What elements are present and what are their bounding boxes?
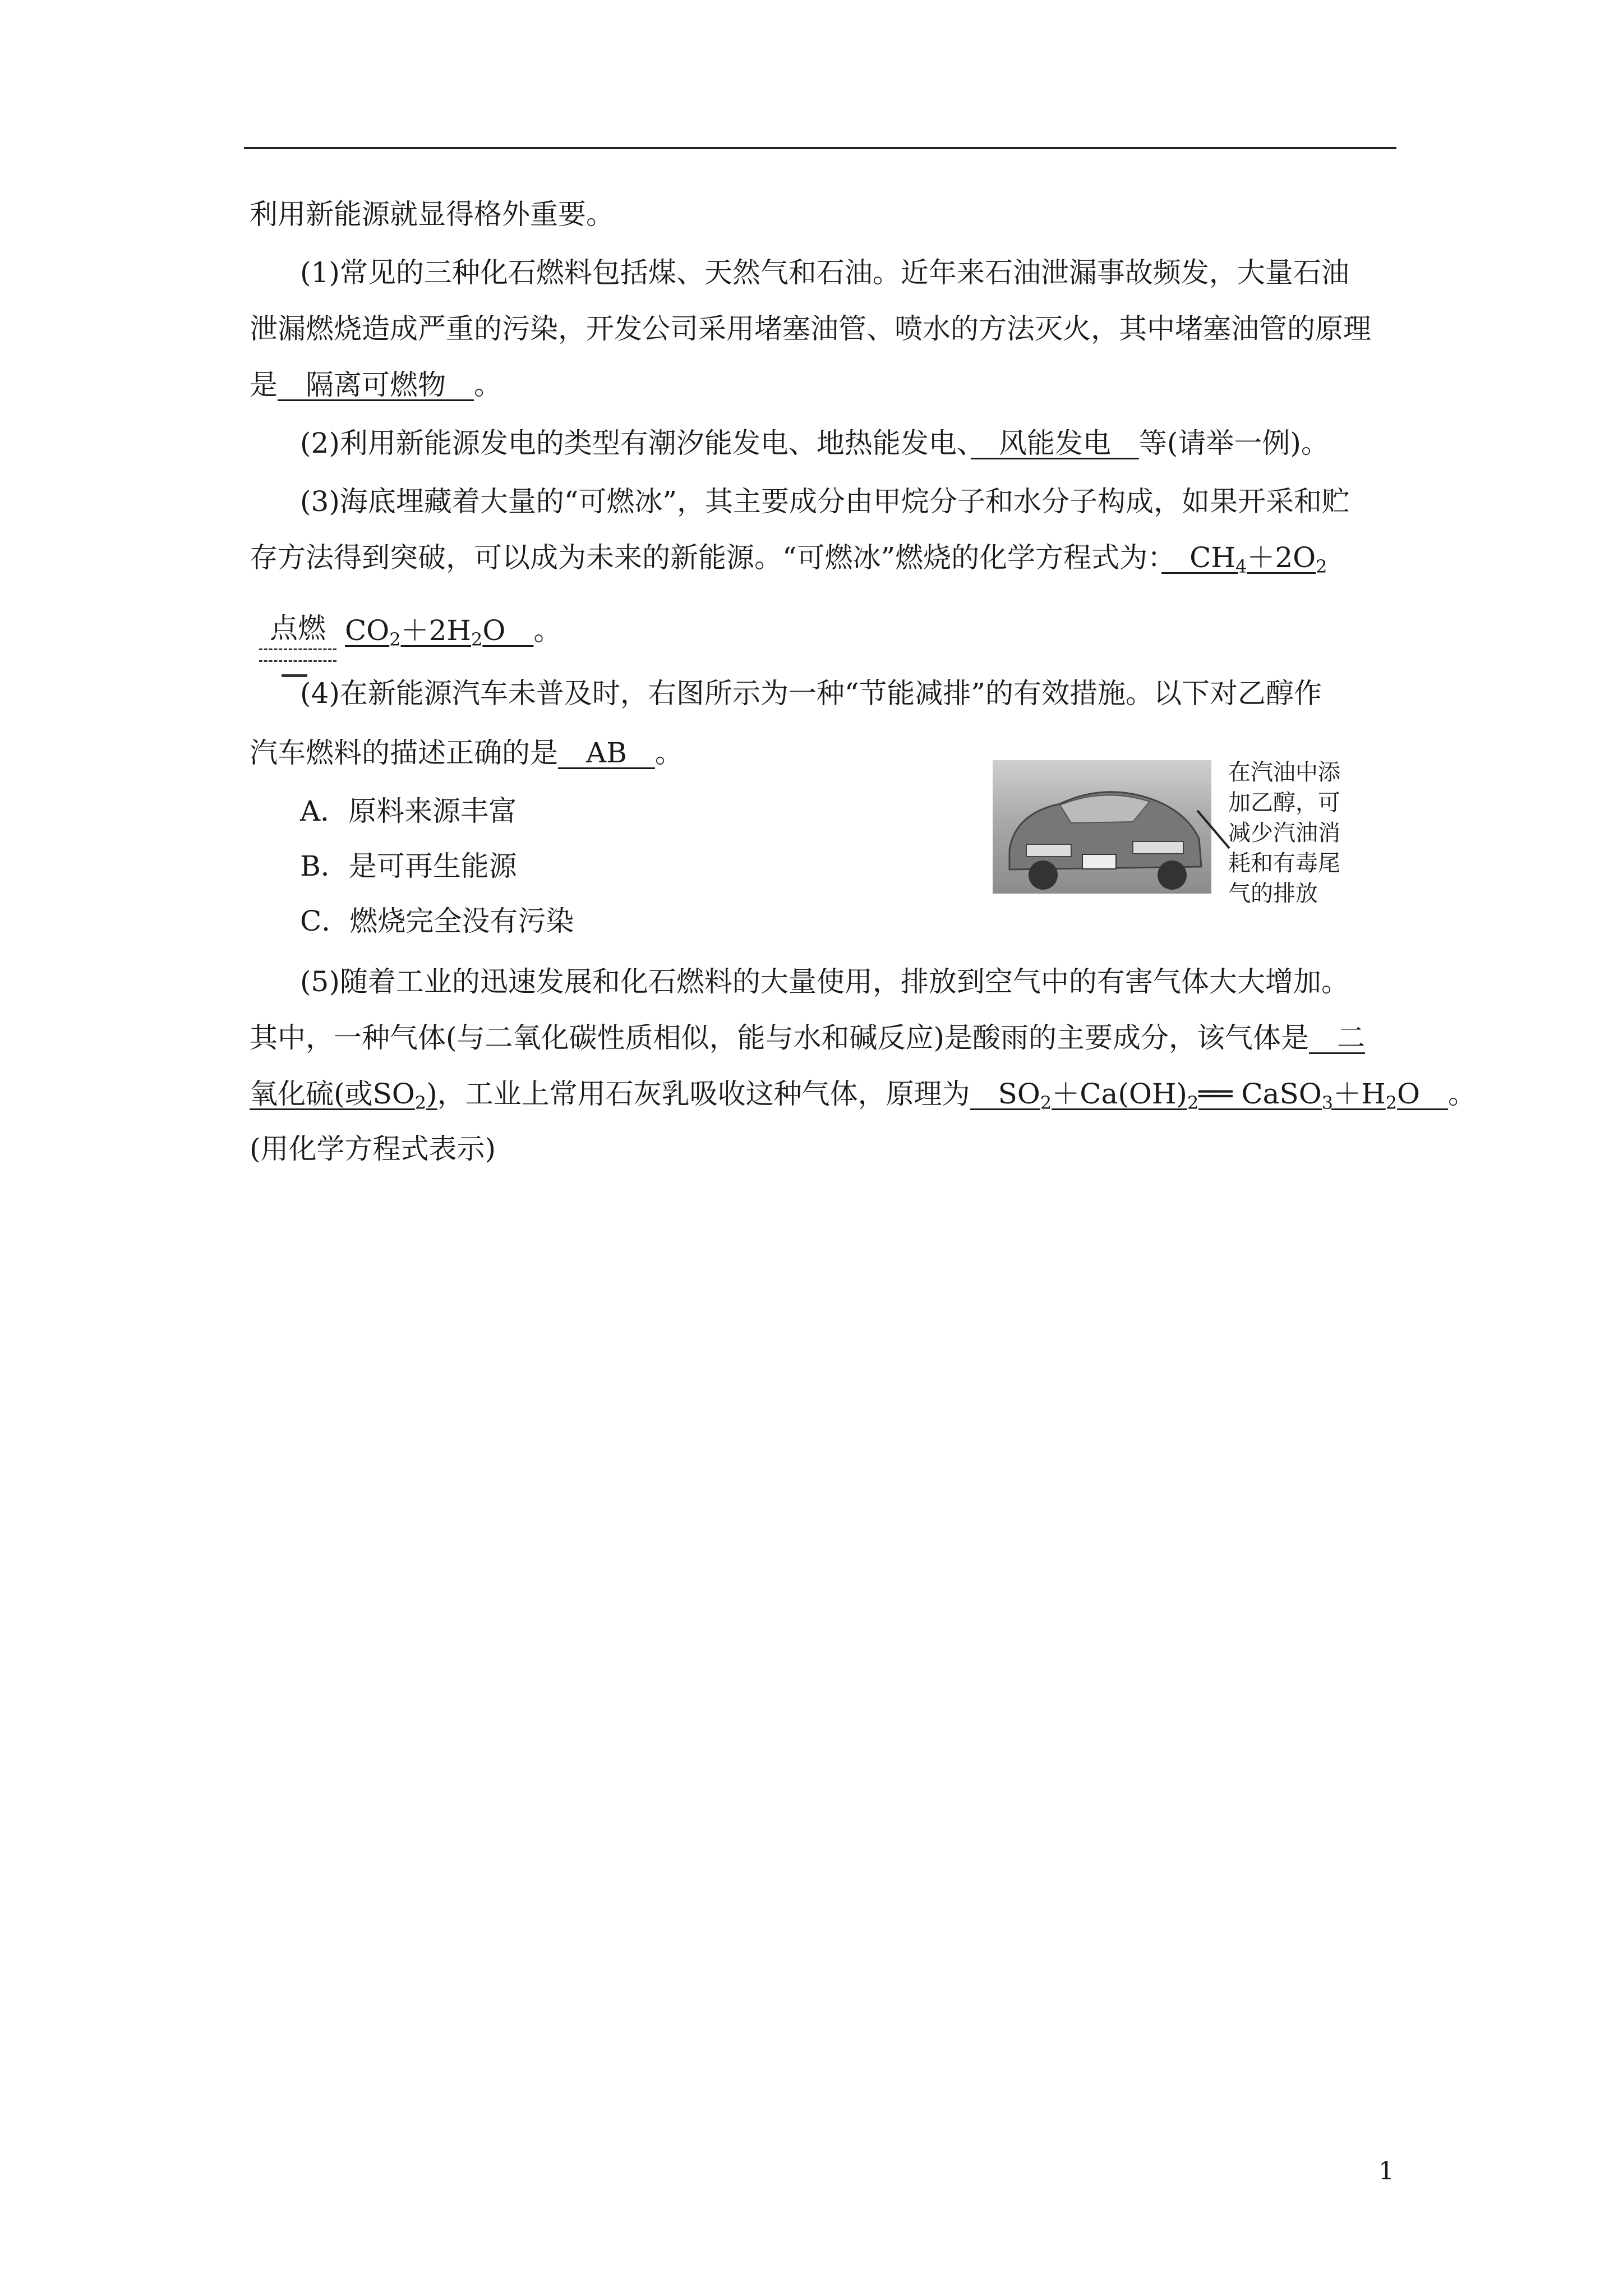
q2-prefix: (2)利用新能源发电的类型有潮汐能发电、地热能发电、 bbox=[300, 427, 971, 459]
reaction-condition bbox=[259, 611, 336, 662]
option-c: C．燃烧完全没有污染 bbox=[300, 905, 574, 937]
car-photo bbox=[993, 760, 1211, 894]
q2-answer: 风能发电 bbox=[970, 427, 1139, 459]
q4-answer: AB bbox=[558, 737, 655, 769]
intro-line: 利用新能源就显得格外重要。 bbox=[250, 198, 614, 231]
q4-line-1: (4)在新能源汽车未普及时，右图所示为一种“节能减排”的有效措施。以下对乙醇作 bbox=[300, 677, 1322, 710]
q5-answer-part-2: 氧化硫(或$SO_2$) bbox=[250, 1078, 437, 1114]
option-a: A．原料来源丰富 bbox=[300, 795, 517, 827]
q4-suffix: 。 bbox=[654, 737, 683, 769]
q1-suffix: 。 bbox=[474, 369, 502, 401]
q1-line-1: (1)常见的三种化石燃料包括煤、天然气和石油。近年来石油泄漏事故频发，大量石油 bbox=[300, 256, 1349, 289]
reaction-condition-label: 点燃 bbox=[270, 612, 326, 645]
q2-suffix: 等(请举一例)。 bbox=[1138, 427, 1329, 459]
q5-line-2 bbox=[250, 1021, 1365, 1055]
q5-middle-text: ，工业上常用石灰乳吸收这种气体，原理为 bbox=[437, 1078, 970, 1110]
q3-line-3 bbox=[345, 614, 562, 650]
q1-prefix: 是 bbox=[250, 369, 278, 401]
page-number: 1 bbox=[1378, 2157, 1394, 2185]
q3-prefix: 存方法得到突破，可以成为未来的新能源。“可燃冰”燃烧的化学方程式为： bbox=[250, 541, 1162, 574]
q3-suffix: 。 bbox=[533, 614, 562, 647]
header-rule bbox=[244, 147, 1396, 149]
q4-line-2 bbox=[250, 736, 683, 770]
q5-line-3 bbox=[250, 1077, 1477, 1114]
q5-line-1: (5)随着工业的迅速发展和化石燃料的大量使用，排放到空气中的有害气体大大增加。 bbox=[300, 965, 1349, 998]
q3-equation-part-1: $CH_4+2O_2$ bbox=[1161, 541, 1327, 577]
q4-prefix: 汽车燃料的描述正确的是 bbox=[250, 737, 558, 769]
figure-caption: 在汽油中添 加乙醇，可 减少汽油消 耗和有毒尾 气的排放 bbox=[1228, 760, 1340, 907]
q5-answer-part-1: 二 bbox=[1309, 1022, 1366, 1054]
q2-line bbox=[300, 426, 1329, 460]
option-b: B．是可再生能源 bbox=[300, 850, 517, 882]
q5-equation: $SO_2+Ca(OH)_2══$ $CaSO_3+H_2O$ bbox=[970, 1078, 1449, 1114]
q1-line-3 bbox=[250, 368, 502, 402]
q5-prefix: 其中，一种气体(与二氧化碳性质相似，能与水和碱反应)是酸雨的主要成分，该气体是 bbox=[250, 1022, 1310, 1054]
reaction-condition-sign bbox=[259, 648, 336, 662]
q5-line-4: (用化学方程式表示) bbox=[250, 1133, 496, 1165]
q3-line-2 bbox=[250, 541, 1327, 577]
q5-suffix: 。 bbox=[1448, 1078, 1477, 1110]
q3-line-1: (3)海底埋藏着大量的“可燃冰”，其主要成分由甲烷分子和水分子构成，如果开采和贮 bbox=[300, 485, 1350, 518]
q1-answer: 隔离可燃物 bbox=[278, 369, 474, 401]
q3-equation-part-2: $CO_2+2H_2O$ bbox=[345, 614, 534, 650]
q1-line-2: 泄漏燃烧造成严重的污染，开发公司采用堵塞油管、喷水的方法灭火，其中堵塞油管的原理 bbox=[250, 312, 1371, 345]
car-illustration bbox=[993, 760, 1211, 894]
